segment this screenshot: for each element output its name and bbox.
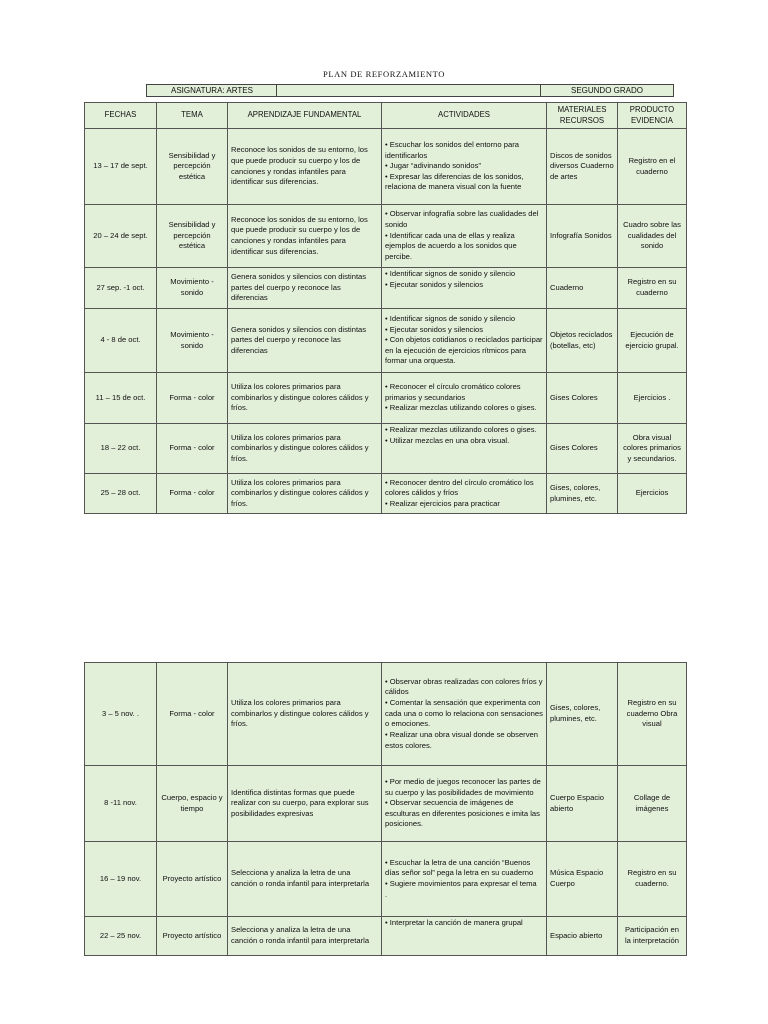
cell-actividades — [382, 309, 547, 373]
grade-label: SEGUNDO GRADO — [541, 84, 674, 97]
activity-item: • Expresar las diferencias de los sonidos, relaciona de manera visual con la fuente — [385, 171, 524, 192]
cell-actividades — [382, 917, 547, 956]
header-actividades: ACTIVIDADES — [382, 103, 547, 129]
activity-item: • Identificar signos de sonido y silencio — [385, 313, 516, 323]
activity-item: • Ejecutar sonidos y silencios — [385, 324, 484, 334]
header-materiales: MATERIALES RECURSOS — [547, 103, 618, 129]
cell-materiales: Espacio abierto — [547, 917, 618, 956]
cell-aprendizaje: Reconoce los sonidos de su entorno, los que puede producir su cuerpo y los de canciones y rondas infantiles para identificar sus diferencias. — [228, 129, 382, 205]
cell-fecha: 20 – 24 de sept. — [85, 205, 157, 268]
page-title: PLAN DE REFORZAMIENTO — [323, 69, 445, 79]
cell-fecha: 4 - 8 de oct. — [85, 309, 157, 373]
cell-fecha: 11 – 15 de oct. — [85, 373, 157, 424]
cell-actividades — [382, 129, 547, 205]
activity-item: • Realizar mezclas utilizando colores o gises. — [385, 403, 537, 413]
cell-producto: Ejecución de ejercicio grupal. — [618, 309, 687, 373]
table-row — [85, 129, 687, 205]
cell-materiales: Música Espacio Cuerpo — [547, 842, 618, 917]
cell-fecha: 25 – 28 oct. — [85, 474, 157, 514]
cell-producto: Ejercicios — [618, 474, 687, 514]
cell-materiales: Infografía Sonidos — [547, 205, 618, 268]
activity-item: • Reconocer dentro del círculo cromático los colores cálidos y fríos — [385, 477, 534, 498]
cell-producto: Obra visual colores primarios y secundarios. — [618, 424, 687, 474]
cell-materiales: Discos de sonidos diversos Cuaderno de artes — [547, 129, 618, 205]
activity-item: • Jugar “adivinando sonidos” — [385, 161, 481, 171]
cell-aprendizaje: Utiliza los colores primarios para combinarlos y distingue colores cálidos y fríos. — [228, 424, 382, 474]
cell-materiales: Cuerpo Espacio abierto — [547, 766, 618, 842]
cell-actividades — [382, 205, 547, 268]
cell-aprendizaje: Utiliza los colores primarios para combinarlos y distingue colores cálidos y fríos. — [228, 373, 382, 424]
table-row — [85, 373, 687, 424]
cell-tema: Proyecto artístico — [157, 917, 228, 956]
cell-aprendizaje: Genera sonidos y silencios con distintas partes del cuerpo y reconoce las diferencias — [228, 268, 382, 309]
cell-fecha: 27 sep. -1 oct. — [85, 268, 157, 309]
activity-item: • Realizar mezclas utilizando colores o gises. — [385, 425, 537, 434]
cell-fecha: 18 – 22 oct. — [85, 424, 157, 474]
cell-actividades — [382, 474, 547, 514]
cell-producto: Participación en la interpretación — [618, 917, 687, 956]
cell-tema: Forma - color — [157, 424, 228, 474]
activity-item: • Reconocer el círculo cromático colores primarios y secundarios — [385, 382, 521, 402]
header-fechas: FECHAS — [85, 103, 157, 129]
activity-item: • Observar secuencia de imágenes de esculturas en diferentes posiciones e imita las posiciones. — [385, 798, 540, 829]
cell-tema: Forma - color — [157, 474, 228, 514]
cell-producto: Ejercicios . — [618, 373, 687, 424]
cell-aprendizaje: Utiliza los colores primarios para combinarlos y distingue colores cálidos y fríos. — [228, 474, 382, 514]
plan-table-1 — [84, 102, 687, 514]
cell-producto: Registro en su cuaderno. — [618, 842, 687, 917]
cell-tema: Cuerpo, espacio y tiempo — [157, 766, 228, 842]
subject-label: ASIGNATURA: ARTES — [146, 84, 277, 97]
table-row — [85, 309, 687, 373]
cell-producto: Collage de imágenes — [618, 766, 687, 842]
cell-actividades — [382, 373, 547, 424]
table-row — [85, 268, 687, 309]
cell-actividades — [382, 842, 547, 917]
activity-item: • Observar infografía sobre las cualidades del sonido — [385, 209, 539, 230]
activity-item: . — [385, 889, 388, 899]
cell-fecha: 13 – 17 de sept. — [85, 129, 157, 205]
table-row — [85, 205, 687, 268]
cell-tema: Sensibilidad y percepción estética — [157, 129, 228, 205]
cell-materiales: Gises Colores — [547, 424, 618, 474]
activity-item: • Realizar una obra visual donde se observen estos colores. — [385, 729, 538, 750]
table-row — [85, 424, 687, 474]
subject-empty-cell — [277, 84, 541, 97]
table-row — [85, 474, 687, 514]
cell-materiales: Objetos reciclados (botellas, etc) — [547, 309, 618, 373]
cell-aprendizaje: Selecciona y analiza la letra de una canción o ronda infantil para interpretarla — [228, 842, 382, 917]
cell-aprendizaje: Utiliza los colores primarios para combinarlos y distingue colores cálidos y fríos. — [228, 663, 382, 766]
cell-materiales: Gises, colores, plumines, etc. — [547, 474, 618, 514]
table-row — [85, 663, 687, 766]
activity-item: • Comentar la sensación que experimenta con cada una o como lo relaciona con sensaciones o emociones. — [385, 698, 543, 729]
cell-aprendizaje: Genera sonidos y silencios con distintas partes del cuerpo y reconoce las diferencias — [228, 309, 382, 373]
activity-item: • Identificar signos de sonido y silencio — [385, 269, 516, 278]
activity-item: • Identificar cada una de ellas y realiza ejemplos de acuerdo a los sonidos que percibe. — [385, 230, 517, 261]
cell-tema: Forma - color — [157, 663, 228, 766]
cell-actividades — [382, 663, 547, 766]
cell-producto: Cuadro sobre las cualidades del sonido — [618, 205, 687, 268]
cell-fecha: 22 – 25 nov. — [85, 917, 157, 956]
activity-item: • Observar obras realizadas con colores fríos y cálidos — [385, 676, 543, 697]
activity-item: • Sugiere movimientos para expresar el tema — [385, 879, 537, 888]
activity-item: • Utilizar mezclas en una obra visual. — [385, 435, 510, 445]
cell-materiales: Cuaderno — [547, 268, 618, 309]
plan-table-2 — [84, 662, 687, 956]
cell-fecha: 8 -11 nov. — [85, 766, 157, 842]
cell-tema: Proyecto artístico — [157, 842, 228, 917]
cell-materiales: Gises Colores — [547, 373, 618, 424]
activity-item: • Escuchar los sonidos del entorno para identificarlos — [385, 139, 519, 160]
activity-item: • Ejecutar sonidos y silencios — [385, 279, 484, 289]
cell-tema: Movimiento - sonido — [157, 268, 228, 309]
table-row — [85, 842, 687, 917]
header-producto: PRODUCTO EVIDENCIA — [618, 103, 687, 129]
cell-actividades — [382, 424, 547, 474]
cell-tema: Sensibilidad y percepción estética — [157, 205, 228, 268]
table-header-row — [85, 103, 687, 129]
cell-tema: Forma - color — [157, 373, 228, 424]
activity-item: • Con objetos cotidianos o reciclados participar en la ejecución de ejercicios rítmicos para formar una orquesta. — [385, 335, 543, 366]
cell-aprendizaje: Identifica distintas formas que puede realizar con su cuerpo, para explorar sus posibilidades expresivas — [228, 766, 382, 842]
activity-item: • Escuchar la letra de una canción “Buenos días señor sol” pega la letra en su cuaderno — [385, 857, 534, 878]
cell-aprendizaje: Selecciona y analiza la letra de una canción o ronda infantil para interpretarla — [228, 917, 382, 956]
cell-tema: Movimiento - sonido — [157, 309, 228, 373]
cell-fecha: 3 – 5 nov. . — [85, 663, 157, 766]
cell-materiales: Gises, colores, plumines, etc. — [547, 663, 618, 766]
cell-actividades — [382, 268, 547, 309]
subject-header-bar — [146, 84, 674, 97]
table-row — [85, 766, 687, 842]
cell-producto: Registro en su cuaderno — [618, 268, 687, 309]
cell-actividades — [382, 766, 547, 842]
cell-producto: Registro en su cuaderno Obra visual — [618, 663, 687, 766]
header-aprendizaje: APRENDIZAJE FUNDAMENTAL — [228, 103, 382, 129]
header-tema: TEMA — [157, 103, 228, 129]
cell-producto: Registro en el cuaderno — [618, 129, 687, 205]
activity-item: • Por medio de juegos reconocer las partes de su cuerpo y las posibilidades de movimiento — [385, 776, 541, 797]
cell-aprendizaje: Reconoce los sonidos de su entorno, los que puede producir su cuerpo y los de canciones y rondas infantiles para identificar sus diferencias. — [228, 205, 382, 268]
activity-item: • Interpretar la canción de manera grupal — [385, 918, 523, 927]
cell-fecha: 16 – 19 nov. — [85, 842, 157, 917]
table-row — [85, 917, 687, 956]
activity-item: • Realizar ejercicios para practicar — [385, 498, 500, 508]
